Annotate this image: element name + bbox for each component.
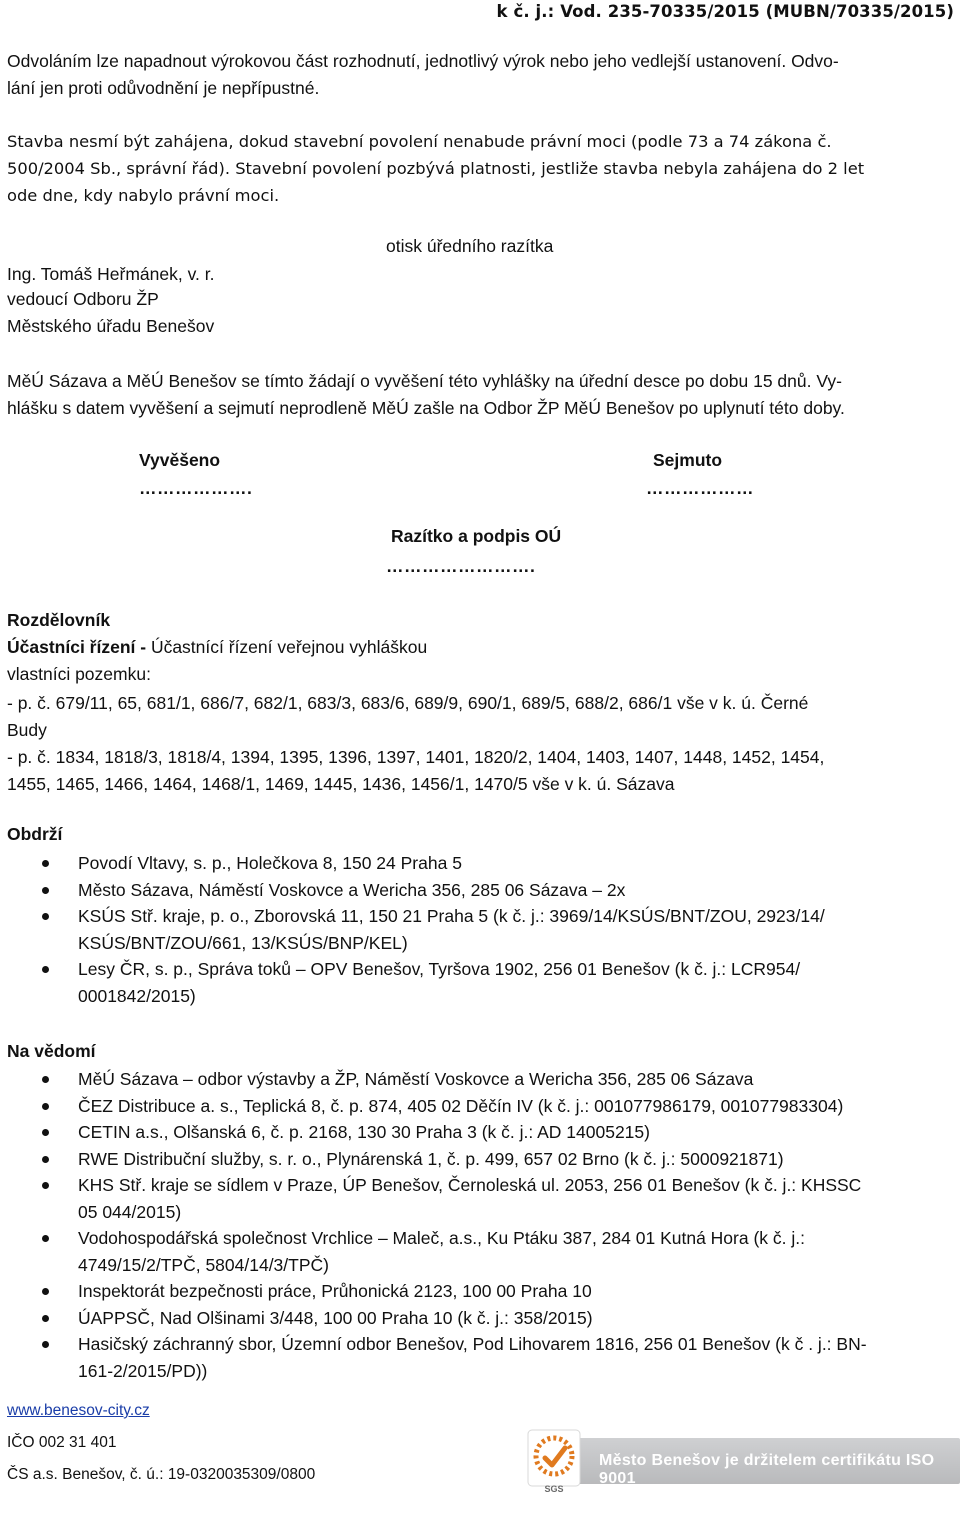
official-stamp-note: otisk úředního razítka	[386, 236, 554, 256]
list-item: Inspektorát bezpečnosti práce, Průhonická 2123, 100 00 Praha 10	[7, 1278, 957, 1305]
bullet-icon	[42, 887, 49, 894]
removed-label: Sejmuto	[653, 450, 723, 470]
validity-paragraph: Stavba nesmí být zahájena, dokud stavební povolení nenabude právní moci (podle 73 a 74 zákona č. 500/2004 Sb., správní řád). Stavební povolení pozbývá platnosti, jestliže stavba nebyla zahájena do 2 let ode dne, kdy nabylo právní moci.	[7, 132, 865, 205]
receives-title: Obdrží	[7, 824, 63, 844]
posted-date-blank: ……………….	[139, 478, 253, 498]
bullet-icon	[42, 1076, 49, 1083]
distribution-title: Rozdělovník	[7, 610, 111, 630]
parcels-cerne-budy: - p. č. 679/11, 65, 681/1, 686/7, 682/1, 683/3, 683/6, 689/9, 690/1, 689/5, 688/2, 686/1 vše v k. ú. Černé Budy	[7, 693, 809, 740]
bullet-icon	[42, 1182, 49, 1189]
list-item: RWE Distribuční služby, s. r. o., Plynárenská 1, č. p. 499, 657 02 Brno (k č. j.: 5000921871)	[7, 1146, 957, 1173]
banner-text: Město Benešov je držitelem certifikátu ISO 9001	[599, 1452, 935, 1487]
signatory-office: Městského úřadu Benešov	[7, 316, 215, 336]
list-item: Vodohospodářská společnost Vrchlice – Maleč, a.s., Ku Ptáku 387, 284 01 Kutná Hora (k č. j.: 4749/15/2/TPČ, 5804/14/3/TPČ)	[7, 1225, 957, 1278]
company-id: IČO 002 31 401	[7, 1434, 117, 1451]
list-item: Město Sázava, Náměstí Voskovce a Wericha 356, 285 06 Sázava – 2x	[7, 877, 957, 904]
bullet-icon	[42, 860, 49, 867]
signatory-title: vedoucí Odboru ŽP	[7, 289, 159, 309]
document-reference: k č. j.: Vod. 235-70335/2015 (MUBN/70335/2015)	[496, 2, 954, 21]
participants-line: Účastníci řízení - Účastnící řízení veřejnou vyhláškou	[7, 637, 428, 657]
posting-request-paragraph: MěÚ Sázava a MěÚ Benešov se tímto žádají o vyvěšení této vyhlášky na úřední desce po dobu 15 dnů. Vy- hlášku s datem vyvěšení a sejmutí neprodleně MěÚ zašle na Odbor ŽP MěÚ Benešov po uplynutí této doby.	[7, 371, 845, 418]
list-item: Povodí Vltavy, s. p., Holečkova 8, 150 24 Praha 5	[7, 850, 957, 877]
bullet-icon	[42, 1315, 49, 1322]
notice-title: Na vědomí	[7, 1041, 96, 1061]
banner-bar	[555, 1438, 960, 1487]
bullet-icon	[42, 1235, 49, 1242]
posted-label: Vyvěšeno	[139, 450, 221, 470]
bullet-icon	[42, 1288, 49, 1295]
seal-label: SGS	[544, 1484, 564, 1494]
list-item: ÚAPPSČ, Nad Olšinami 3/448, 100 00 Praha 10 (k č. j.: 358/2015)	[7, 1305, 957, 1332]
bullet-icon	[42, 1156, 49, 1163]
list-item: Hasičský záchranný sbor, Územní odbor Benešov, Pod Lihovarem 1816, 256 01 Benešov (k č . j.: BN- 161-2/2015/PD))	[7, 1331, 957, 1384]
removed-date-blank: ………………	[646, 478, 754, 498]
bank-account: ČS a.s. Benešov, č. ú.: 19-0320035309/0800	[7, 1466, 316, 1483]
certification-seal-icon	[525, 1428, 583, 1496]
stamp-signature-blank: …………………….	[386, 556, 536, 576]
signatory-block	[7, 260, 215, 341]
appeal-paragraph: Odvoláním lze napadnout výrokovou část rozhodnutí, jednotlivý výrok nebo jeho vedlejší ustanovení. Odvo- lání jen proti odůvodnění je nepřípustné.	[7, 51, 839, 98]
list-item: Lesy ČR, s. p., Správa toků – OPV Benešov, Tyršova 1902, 256 01 Benešov (k č. j.: LCR954/ 0001842/2015)	[7, 956, 957, 1009]
notice-list	[7, 1066, 957, 1384]
iso-certificate-banner	[525, 1428, 960, 1498]
stamp-signature-label: Razítko a podpis OÚ	[391, 526, 562, 546]
bullet-icon	[42, 1103, 49, 1110]
list-item: KSÚS Stř. kraje, p. o., Zborovská 11, 150 21 Praha 5 (k č. j.: 3969/14/KSÚS/BNT/ZOU, 2923/14/ KSÚS/BNT/ZOU/661, 13/KSÚS/BNP/KEL)	[7, 903, 957, 956]
list-item: MěÚ Sázava – odbor výstavby a ŽP, Náměstí Voskovce a Wericha 356, 285 06 Sázava	[7, 1066, 957, 1093]
website-link[interactable]: www.benesov-city.cz	[7, 1402, 150, 1419]
owners-line: vlastníci pozemku:	[7, 664, 151, 684]
list-item: KHS Stř. kraje se sídlem v Praze, ÚP Benešov, Černoleská ul. 2053, 256 01 Benešov (k č. j.: KHSSC 05 044/2015)	[7, 1172, 957, 1225]
list-item: ČEZ Distribuce a. s., Teplická 8, č. p. 874, 405 02 Děčín IV (k č. j.: 001077986179, 001077983304)	[7, 1093, 957, 1120]
signatory-name: Ing. Tomáš Heřmánek, v. r.	[7, 264, 215, 284]
bullet-icon	[42, 966, 49, 973]
list-item: CETIN a.s., Olšanská 6, č. p. 2168, 130 30 Praha 3 (k č. j.: AD 14005215)	[7, 1119, 957, 1146]
bullet-icon	[42, 913, 49, 920]
receives-list	[7, 850, 957, 1009]
bullet-icon	[42, 1129, 49, 1136]
bullet-icon	[42, 1341, 49, 1348]
parcels-sazava: - p. č. 1834, 1818/3, 1818/4, 1394, 1395, 1396, 1397, 1401, 1820/2, 1404, 1403, 1407, 1448, 1452, 1454, 1455, 1465, 1466, 1464, 1468/1, 1469, 1445, 1436, 1456/1, 1470/5 vše v k. ú. Sázava	[7, 747, 825, 794]
